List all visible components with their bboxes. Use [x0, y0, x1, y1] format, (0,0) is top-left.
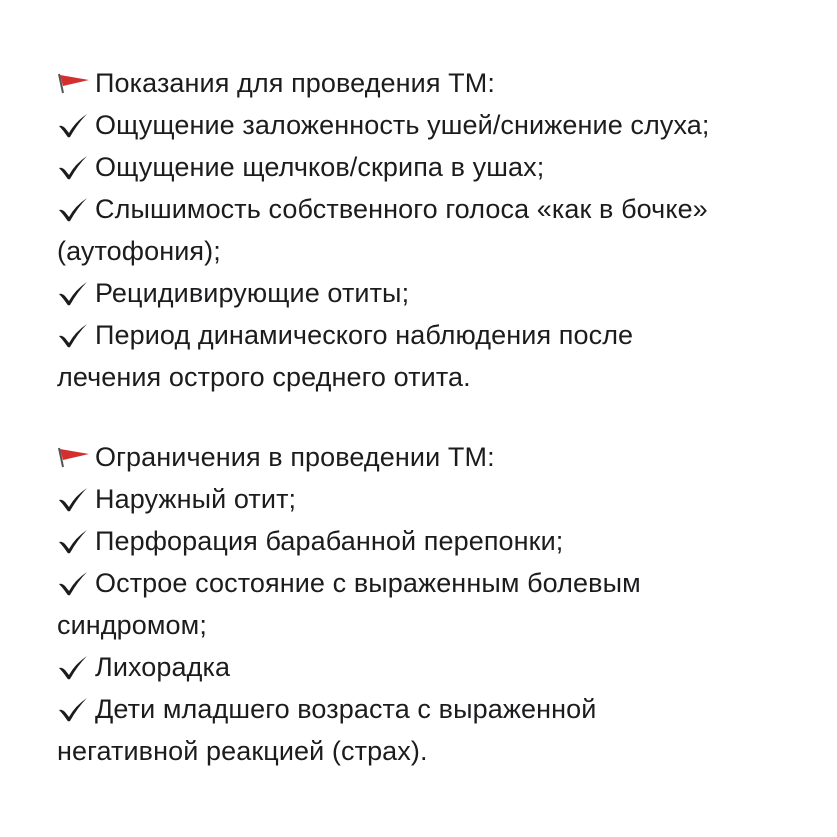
list-item: [57, 146, 797, 188]
check-mark-icon: [57, 112, 89, 138]
check-mark-icon: [57, 322, 89, 348]
list-item-continuation: [57, 730, 797, 772]
check-mark-icon: [57, 654, 89, 680]
indication-item-3: Слышимость собственного голоса «как в бочке»: [95, 194, 708, 224]
indications-heading-line: [57, 62, 797, 104]
check-mark-icon: [57, 570, 89, 596]
limitation-item-5: Дети младшего возраста с выраженной: [95, 694, 597, 724]
list-item: [57, 646, 797, 688]
list-item: [57, 188, 797, 230]
list-item: [57, 478, 797, 520]
indications-section: [57, 62, 797, 398]
list-item-continuation: [57, 356, 797, 398]
limitation-item-2: Перфорация барабанной перепонки;: [95, 526, 564, 556]
list-item: [57, 104, 797, 146]
list-item: [57, 520, 797, 562]
indication-item-5: Период динамического наблюдения после: [95, 320, 634, 350]
indication-item-2: Ощущение щелчков/скрипа в ушах;: [95, 152, 545, 182]
limitation-item-3-continuation: синдромом;: [57, 610, 207, 640]
indication-item-4: Рецидивирующие отиты;: [95, 278, 410, 308]
triangular-flag-icon: [57, 446, 91, 468]
indication-item-5-continuation: лечения острого среднего отита.: [57, 362, 471, 392]
check-mark-icon: [57, 154, 89, 180]
list-item: [57, 314, 797, 356]
list-item: [57, 562, 797, 604]
limitation-item-3: Острое состояние с выраженным болевым: [95, 568, 641, 598]
limitation-item-5-continuation: негативной реакцией (страх).: [57, 736, 428, 766]
indications-heading: Показания для проведения ТМ:: [95, 68, 495, 98]
limitations-heading: Ограничения в проведении ТМ:: [95, 442, 495, 472]
limitation-item-1: Наружный отит;: [95, 484, 297, 514]
list-item: [57, 272, 797, 314]
limitation-item-4: Лихорадка: [95, 652, 231, 682]
check-mark-icon: [57, 486, 89, 512]
limitations-heading-line: [57, 436, 797, 478]
check-mark-icon: [57, 696, 89, 722]
list-item-continuation: [57, 604, 797, 646]
list-item: [57, 688, 797, 730]
check-mark-icon: [57, 528, 89, 554]
check-mark-icon: [57, 280, 89, 306]
triangular-flag-icon: [57, 72, 91, 94]
check-mark-icon: [57, 196, 89, 222]
indication-item-1: Ощущение заложенность ушей/снижение слуха;: [95, 110, 710, 140]
limitations-section: [57, 436, 797, 772]
indication-item-3-continuation: (аутофония);: [57, 236, 221, 266]
list-item-continuation: [57, 230, 797, 272]
